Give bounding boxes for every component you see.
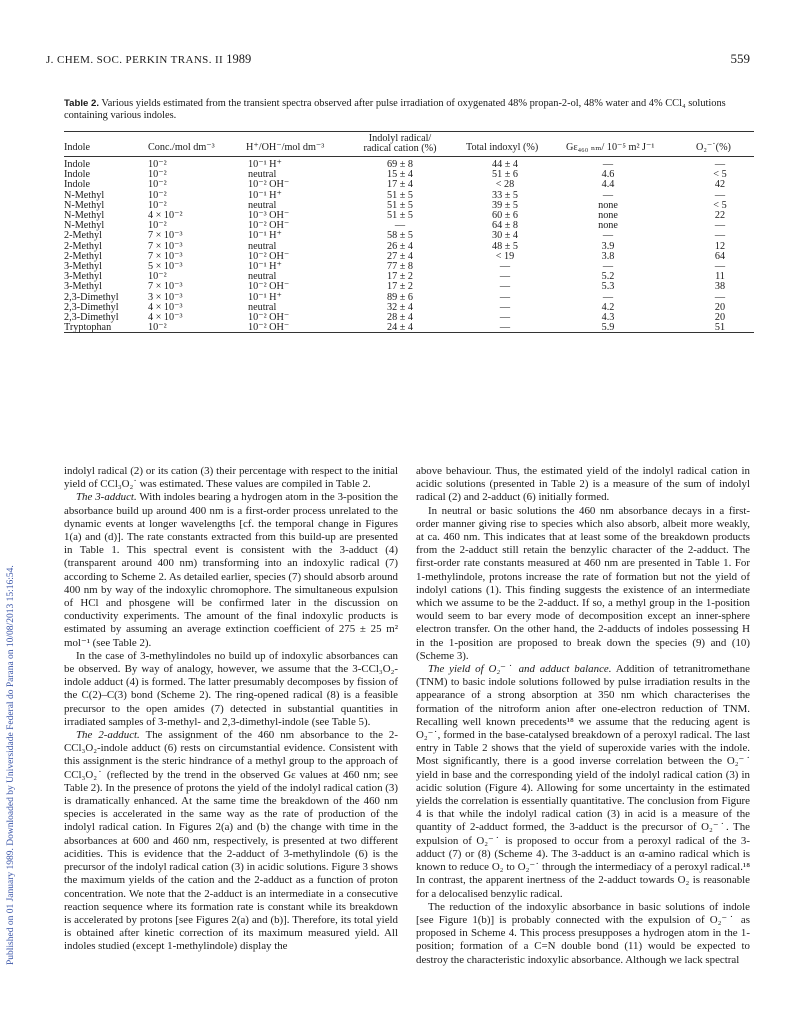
table-cell: neutral xyxy=(248,199,277,211)
table-cell: neutral xyxy=(248,301,277,313)
table-cell: 38 xyxy=(714,281,726,293)
table-cell: 12 xyxy=(714,240,726,252)
paragraph-heading: The 3-adduct. xyxy=(76,491,137,504)
table-cell: 4 × 10⁻² xyxy=(148,210,183,221)
table-cell: < 19 xyxy=(495,250,515,262)
col-header-radical-line1: Indolyl radical/ xyxy=(368,133,432,144)
table-cell: 51 ± 5 xyxy=(387,189,413,201)
body-paragraph xyxy=(64,729,398,953)
download-notice-text: Published on 01 January 1989. Downloaded by Universidade Federal do Parana on 10/08/2013 15:16:54. xyxy=(6,565,16,965)
table-cell: < 28 xyxy=(495,179,515,191)
table-cell: — xyxy=(499,261,511,272)
col-header-superoxide: O₂⁻˙(%) xyxy=(696,142,731,153)
table-cell: none xyxy=(598,220,618,232)
table-cell: 5.9 xyxy=(601,322,615,334)
body-paragraph xyxy=(416,901,750,967)
body-paragraph xyxy=(416,663,750,901)
table-cell: 17 ± 2 xyxy=(387,281,413,293)
paragraph-text: Addition of tetranitromethane (TNM) to basic indole solutions followed by pulse irradiation results in the appearance of a strong absorption at 350 nm which characterises the formation of the nitroform anion after one-electron reduction of TNM. Recalling well known precedents¹⁸ we assume that the reducing agent is O₂⁻˙, formed in the base-catalysed breakdown of a peroxyl radical. The last entry in Table 2 shows that the yield of superoxide varies with the indole. Most significantly, there is a good inverse correlation between the O₂⁻˙ yield in base and the corresponding yield of the indolyl radical cation (3) in acidic solution (Figure 4). Allowing for some uncertainty in the estimated yields the correlation is essentially quantitative. The conclusion from Figure 4 is that while the indolyl radical cation (3) in acid is a measure of the quantity of 2-adduct formed, the 3-adduct is the precursor of O₂⁻˙. The expulsion of O₂⁻˙ is proposed to occur from a peroxyl radical of the 3-adduct (7) or (8) (Scheme 4). The 3-adduct is an α-amino radical which is known to reduce O₂ to O₂⁻˙ through the intermediacy of a peroxyl radical.¹⁸ In contrast, the apparent inertness of the 2-adduct towards O₂ is reasonable for a delocalised benzylic radical. xyxy=(416,663,750,900)
table-cell: — xyxy=(602,230,614,242)
table-caption xyxy=(64,98,754,122)
table-cell: 17 ± 2 xyxy=(387,271,413,283)
table-cell: — xyxy=(714,230,726,242)
table-cell: Tryptophan xyxy=(64,322,112,334)
table-cell: — xyxy=(714,159,726,170)
table-cell: 60 ± 6 xyxy=(492,210,518,221)
table-cell: 3-Methyl xyxy=(64,271,102,283)
table-cell: — xyxy=(714,220,726,232)
table-cell: 17 ± 4 xyxy=(387,179,413,191)
table-cell: 4 × 10⁻³ xyxy=(148,312,183,323)
table-cell: none xyxy=(598,199,618,211)
table-cell: 10⁻¹ H⁺ xyxy=(248,261,282,272)
col-header-total-indoxyl: Total indoxyl (%) xyxy=(466,142,539,153)
table-cell: — xyxy=(602,261,614,272)
paragraph-text: The assignment of the 460 nm absorbance to the 2-CCl₃O₂-indole adduct (6) rests on circumstantial evidence. Consistent with this assignment is the steric hindrance of a methyl group to the approach of CCl₃O₂˙ (reflected by the trend in the observed Gε values at 460 nm; see Table 2). In the presence of protons the yield of the indolyl radical cation (3) is dramatically enhanced. At the same time the breakdown of the 460 nm species is accelerated in the same way as the rate of production of the indolyl radical cation. In Figures 2(a) and (b) the change with time in the absorbances at 600 and 460 nm, respectively, is presented at two different acidities. This is evidence that the 2-adduct of 3-methylindole (6) is the precursor of the indolyl radical cation (3) in acidic solutions. Figure 3 shows the maximum yields of the cation and the 2-adduct as a function of proton concentration. We note that the 2-adduct is an intermediate in a consecutive reaction sequence where its formation rate is constant while its breakdown is accelerated by protons [see Figures 2(a) and (b)]. Therefore, its total yield is obtained after kinetic correction of its maximum measured yield. All indoles studied (except 1-methylindole) display the xyxy=(64,729,398,953)
table-cell: 10⁻² xyxy=(148,179,167,191)
paragraph-text: indolyl radical (2) or its cation (3) their percentage with respect to the initial yield of CCl₃O₂˙ was estimated. These values are compiled in Table 2. xyxy=(64,465,398,491)
table-cell: 51 ± 5 xyxy=(387,210,413,221)
body-column-right xyxy=(416,465,750,967)
table-cell: 64 ± 8 xyxy=(492,220,518,232)
table-cell: 20 xyxy=(714,312,726,323)
table-cell: — xyxy=(499,312,511,323)
table-cell: < 5 xyxy=(713,169,727,181)
table-cell: 5 × 10⁻³ xyxy=(148,261,183,272)
table-bottom-rule xyxy=(64,332,754,333)
table-cell: 22 xyxy=(714,210,726,221)
table-cell: — xyxy=(714,261,726,272)
paragraph-heading: The yield of O₂⁻˙ and adduct balance. xyxy=(428,663,612,676)
table-cell: 7 × 10⁻³ xyxy=(148,230,183,242)
paragraph-text: With indoles bearing a hydrogen atom in the 3-position the absorbance build up around 400 nm is a first-order process unrelated to the dynamic events at longer wavelengths [cf. the temporal change in Figures 1(a) and (d)]. The rate constants extracted from this build-up are presented in Table 1. This spectral event is consistent with the 3-adduct (4) (transparent around 400 nm) transforming into an indoxylic radical (7) according to Scheme 2. As detailed earlier, species (7) should absorb around 400 nm by way of the indoxylic chromophore. The simultaneous expulsion of HCl and phosgene will be confirmed later in the discussion on conductivity experiments. The amount of the final indoxylic products is estimated by assuming an average extinction coefficient of 275 ± 25 m² mol⁻¹ (see Table 2). xyxy=(64,491,398,649)
paragraph-text: above behaviour. Thus, the estimated yield of the indolyl radical cation in acidic solutions (presented in Table 2) is a measure of the sum of indolyl radical (2) and 2-adduct (6) initially formed. xyxy=(416,465,750,504)
table-cell: — xyxy=(499,322,511,334)
table-cell: 10⁻² xyxy=(148,271,167,283)
running-header xyxy=(46,52,750,68)
table-cell: 3 × 10⁻³ xyxy=(148,291,183,303)
table-cell: — xyxy=(602,291,614,303)
table-cell: 10⁻² xyxy=(148,220,167,232)
article-body xyxy=(64,465,754,1005)
paragraph-heading: The 2-adduct. xyxy=(76,729,140,742)
col-header-conc: Conc./mol dm⁻³ xyxy=(148,142,215,153)
table-cell: 51 ± 5 xyxy=(387,199,413,211)
table-cell: 28 ± 4 xyxy=(387,312,413,323)
table-cell: N-Methyl xyxy=(64,220,105,232)
table-cell: 10⁻¹ H⁺ xyxy=(248,189,282,201)
table-cell: 10⁻¹ H⁺ xyxy=(248,230,282,242)
table-cell: 3.9 xyxy=(601,240,615,252)
table-caption-text: Various yields estimated from the transient spectra observed after pulse irradiation of oxygenated 48% propan-2-ol, 48% water and 4% CCl₄ solutions containing various indoles. xyxy=(64,98,726,121)
table-cell: Indole xyxy=(64,179,91,191)
table-cell: 30 ± 4 xyxy=(492,230,518,242)
table-cell: 3-Methyl xyxy=(64,261,102,272)
table-cell: — xyxy=(499,281,511,293)
table-cell: 10⁻² OH⁻ xyxy=(248,250,290,262)
body-paragraph xyxy=(64,465,398,491)
table-cell: 64 xyxy=(714,250,726,262)
table-cell: — xyxy=(499,271,511,283)
table-cell: 4.6 xyxy=(601,169,615,181)
table-cell: — xyxy=(499,291,511,303)
col-header-indole: Indole xyxy=(64,142,91,153)
table-cell: 2-Methyl xyxy=(64,250,102,262)
table-cell: — xyxy=(714,291,726,303)
table-cell: 10⁻² xyxy=(148,169,167,181)
table-cell: 10⁻² xyxy=(148,322,167,334)
col-header-radical-line2: radical cation (%) xyxy=(363,143,437,154)
table-cell: 42 xyxy=(714,179,726,191)
col-header-g-epsilon: Gε₄₆₀ ₙₘ/ 10⁻⁵ m² J⁻¹ xyxy=(566,142,655,153)
table-cell: 51 xyxy=(714,322,726,334)
table-cell: 2,3-Dimethyl xyxy=(64,291,119,303)
download-notice-sidebar xyxy=(6,165,20,965)
table-cell: 33 ± 5 xyxy=(492,189,518,201)
table-cell: 4.3 xyxy=(601,312,615,323)
table-cell: 58 ± 5 xyxy=(387,230,413,242)
journal-name: J. CHEM. SOC. PERKIN TRANS. II 1989 xyxy=(46,52,252,66)
table-cell: 48 ± 5 xyxy=(492,240,518,252)
table-cell: 7 × 10⁻³ xyxy=(148,240,183,252)
table-cell: 32 ± 4 xyxy=(387,301,413,313)
table-cell: 5.2 xyxy=(601,271,615,283)
table-cell: 3-Methyl xyxy=(64,281,102,293)
body-paragraph xyxy=(64,491,398,649)
table-cell: 27 ± 4 xyxy=(387,250,413,262)
table-cell: 10⁻¹ H⁺ xyxy=(248,159,282,170)
table-cell: 5.3 xyxy=(601,281,615,293)
table-cell: — xyxy=(394,220,406,232)
table-cell: neutral xyxy=(248,169,277,181)
paragraph-text: The reduction of the indoxylic absorbance in basic solutions of indole [see Figure 1(b)] is probably connected with the expulsion of O₂⁻˙ as proposed in Scheme 4. This process presupposes a hydrogen atom in the 1-position; formation of a C=N double bond (11) would be expected to destroy the characteristic indoxylic absorbance. Although we lack spectral xyxy=(416,900,750,966)
journal-year: 1989 xyxy=(226,52,252,66)
table-cell: — xyxy=(602,189,614,201)
table-cell: 10⁻² xyxy=(148,199,167,211)
body-column-left xyxy=(64,465,398,954)
table-cell: 10⁻³ OH⁻ xyxy=(248,210,290,221)
table-cell: 10⁻¹ H⁺ xyxy=(248,291,282,303)
table-cell: 11 xyxy=(715,271,725,283)
table-cell: 3.8 xyxy=(601,250,615,262)
table-cell: Indole xyxy=(64,169,91,181)
table-cell: 4.4 xyxy=(601,179,615,191)
table-cell: 10⁻² OH⁻ xyxy=(248,179,290,191)
table-label: Table 2. xyxy=(64,98,100,109)
table-cell: 20 xyxy=(714,301,726,313)
table-cell: 2,3-Dimethyl xyxy=(64,312,119,323)
table-cell: 4.2 xyxy=(601,301,615,313)
table-cell: 4 × 10⁻³ xyxy=(148,301,183,313)
table-cell: 69 ± 8 xyxy=(387,159,413,170)
body-paragraph xyxy=(416,465,750,505)
table-cell: 2,3-Dimethyl xyxy=(64,301,119,313)
table-cell: neutral xyxy=(248,271,277,283)
table-cell: 10⁻² OH⁻ xyxy=(248,322,290,334)
table-cell: none xyxy=(598,210,618,221)
table-cell: 10⁻² OH⁻ xyxy=(248,220,290,232)
table-cell: 2-Methyl xyxy=(64,230,102,242)
table-cell: 89 ± 6 xyxy=(387,291,413,303)
table-cell: 51 ± 6 xyxy=(492,169,518,181)
table-cell: neutral xyxy=(248,240,277,252)
table-cell: N-Methyl xyxy=(64,189,105,201)
col-header-h-oh: H⁺/OH⁻/mol dm⁻³ xyxy=(246,142,325,153)
table-header-rule xyxy=(64,156,754,157)
table-cell: 44 ± 4 xyxy=(492,159,518,170)
body-paragraph xyxy=(64,650,398,729)
table-cell: 7 × 10⁻³ xyxy=(148,250,183,262)
table-cell: N-Methyl xyxy=(64,199,105,211)
table-cell: < 5 xyxy=(713,199,727,211)
table-cell: 2-Methyl xyxy=(64,240,102,252)
table-cell: 10⁻² xyxy=(148,159,167,170)
table-cell: 7 × 10⁻³ xyxy=(148,281,183,293)
table-cell: 15 ± 4 xyxy=(387,169,413,181)
table-cell: 10⁻² OH⁻ xyxy=(248,312,290,323)
table-cell: 10⁻² xyxy=(148,189,167,201)
page-number: 559 xyxy=(730,51,750,66)
table-cell: — xyxy=(602,159,614,170)
table-cell: 10⁻² OH⁻ xyxy=(248,281,290,293)
table-cell: — xyxy=(499,301,511,313)
table-cell: 24 ± 4 xyxy=(387,322,413,334)
table-cell: 77 ± 8 xyxy=(387,261,413,272)
table-cell: 39 ± 5 xyxy=(492,199,518,211)
table-cell: 26 ± 4 xyxy=(387,240,413,252)
body-paragraph xyxy=(416,505,750,663)
table-cell: Indole xyxy=(64,159,91,170)
table-cell: — xyxy=(714,189,726,201)
table-top-rule xyxy=(64,131,754,132)
table-cell: N-Methyl xyxy=(64,210,105,221)
paragraph-text: In the case of 3-methylindoles no build up of indoxylic absorbances can be observed. By way of analogy, however, we assume that the 3-CCl₃O₂-indole adduct (4) is formed. The latter presumably decomposes by fission of the C(2)–C(3) bond (Scheme 2). The ring-opened radical (8) is a feasible precursor to the open amides (7) detected in substantial quantities in irradiated samples of 3-methyl- and 2,3-dimethyl-indole (see Table 5). xyxy=(64,649,398,728)
paragraph-text: In neutral or basic solutions the 460 nm absorbance decays in a first-order manner giving rise to species which also absorb, albeit more weakly, at ca. 460 nm. This indicates that at least some of the breakdown products from the 2-adduct still retain the benzylic character of the 2-adduct. The first-order rate constants measured at 460 nm are presented in Table 1. For 1-methylindole, protons increase the rate of formation but not the yield of indolyl cations (1). This finding suggests the existence of an intermediate which we assume to be the 2-adduct. If so, a methyl group in the 1-position would seem to bar every mode of decomposition except an inner-sphere electron transfer. On the other hand, the 2-adducts of indoles possessing H in the 1-position are proposed to break down the species (9) and (10) (Scheme 3). xyxy=(416,504,750,662)
